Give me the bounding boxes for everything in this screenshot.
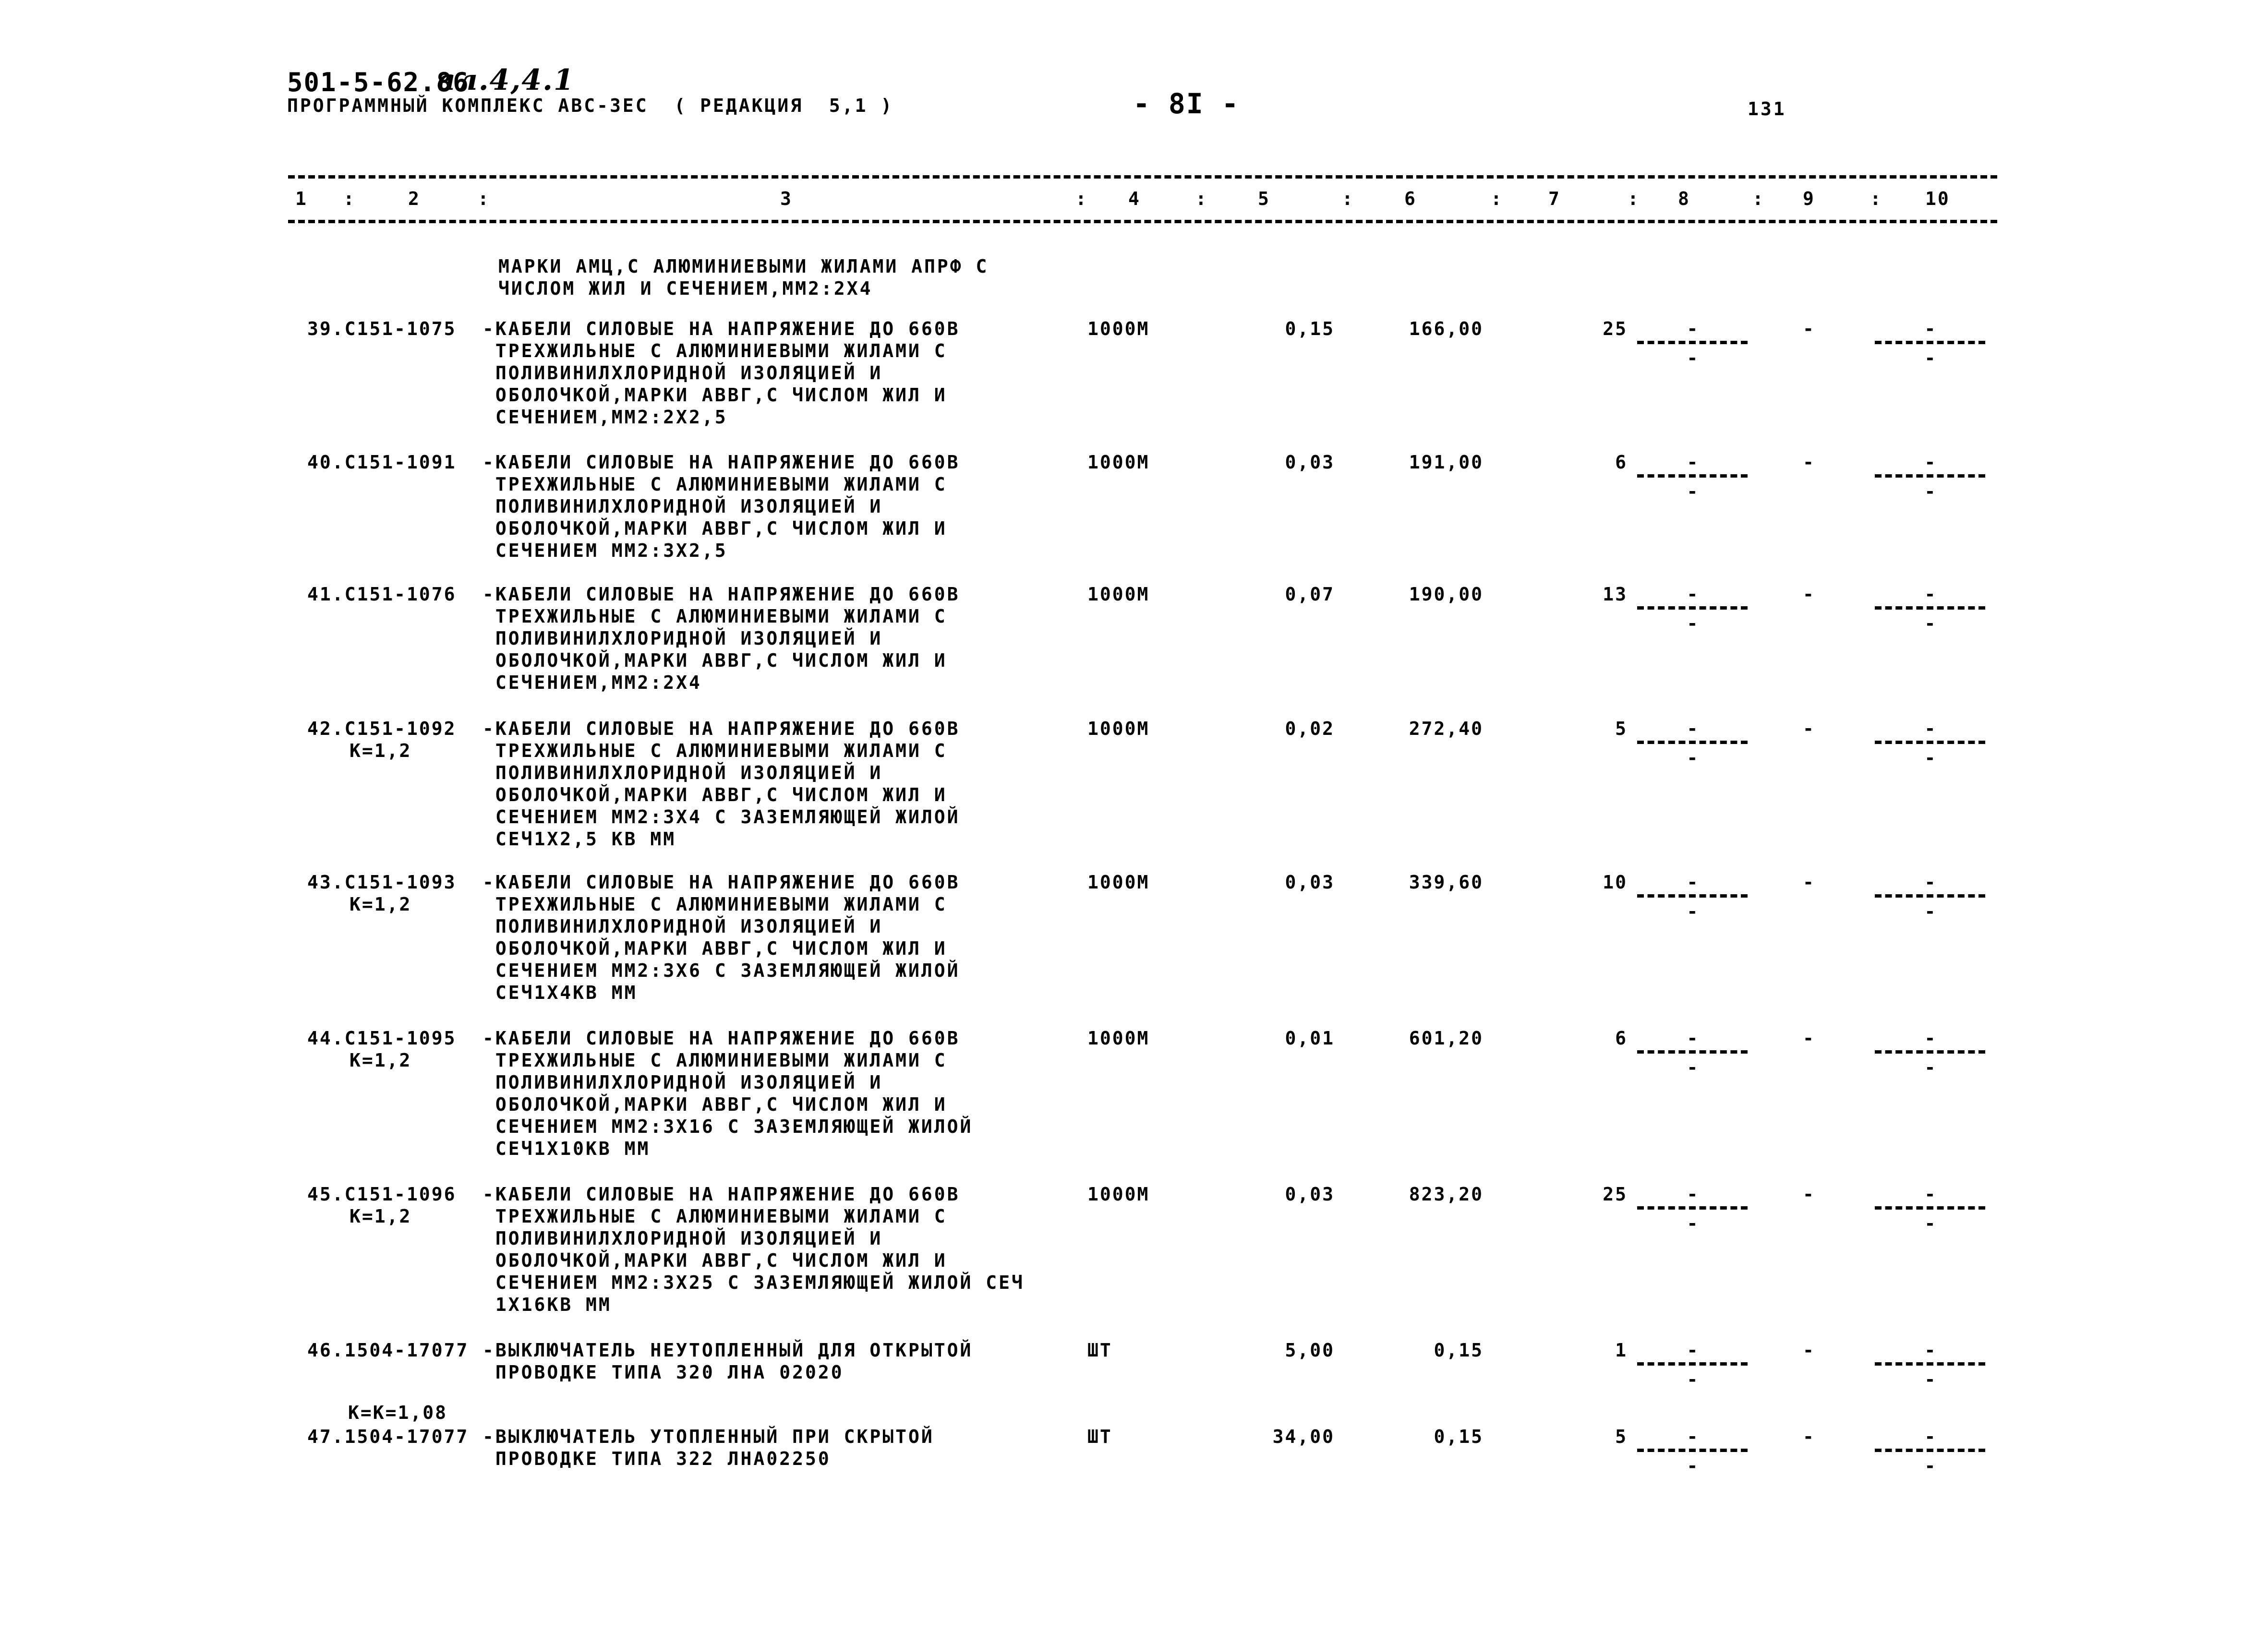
row-col8-denominator: - <box>1687 613 1698 634</box>
fraction-bar <box>1875 894 1985 898</box>
fraction-bar <box>1875 1449 1985 1452</box>
column-header-7: 7 <box>1548 188 1561 209</box>
row-col8-fraction <box>1637 318 1748 369</box>
row-col7: 25 <box>1603 1184 1628 1205</box>
row-quantity: 5,00 <box>1285 1340 1335 1361</box>
row-price: 166,00 <box>1409 318 1484 339</box>
fraction-bar <box>1637 1362 1748 1366</box>
fraction-bar <box>1875 474 1985 478</box>
column-header-9: 9 <box>1803 188 1815 209</box>
row-col8-numerator: - <box>1687 452 1698 473</box>
row-col8-denominator: - <box>1687 1057 1698 1078</box>
row-col10-fraction <box>1875 1027 1985 1079</box>
row-col10-fraction <box>1875 871 1985 923</box>
column-header-6: 6 <box>1404 188 1417 209</box>
table-top-rule <box>288 175 1997 179</box>
row-col10-numerator: - <box>1924 1028 1936 1049</box>
row-price: 601,20 <box>1409 1028 1484 1049</box>
row-col9: - <box>1803 452 1815 473</box>
page-number: - 8I - <box>1133 87 1240 120</box>
column-separator: : <box>1628 188 1640 209</box>
fraction-bar <box>1875 1050 1985 1054</box>
row-unit: 1000М <box>1087 872 1150 893</box>
row-col10-fraction <box>1875 451 1985 503</box>
row-col9: - <box>1803 872 1815 893</box>
row-col8-fraction <box>1637 583 1748 635</box>
row-quantity: 0,02 <box>1285 718 1335 739</box>
row-col10-denominator: - <box>1924 1369 1936 1390</box>
row-col10-denominator: - <box>1924 481 1936 502</box>
row-description: -ВЫКЛЮЧАТЕЛЬ НЕУТОПЛЕННЫЙ ДЛЯ ОТКРЫТОЙ ПРОВОДКЕ ТИПА 320 ЛНА 02020 <box>483 1340 973 1383</box>
row-col8-numerator: - <box>1687 1426 1698 1447</box>
row-number: 45.С151-1096 <box>307 1184 457 1205</box>
row-price: 339,60 <box>1409 872 1484 893</box>
row-coefficient: К=К=1,08 <box>348 1402 448 1423</box>
row-col7: 5 <box>1615 1426 1628 1447</box>
row-unit: ШТ <box>1087 1340 1112 1361</box>
row-col8-denominator: - <box>1687 1213 1698 1234</box>
column-header-3: 3 <box>780 188 793 209</box>
row-number: 43.С151-1093 <box>307 872 457 893</box>
row-col9: - <box>1803 318 1815 339</box>
row-unit: 1000М <box>1087 318 1150 339</box>
row-quantity: 0,03 <box>1285 872 1335 893</box>
fraction-bar <box>1637 894 1748 898</box>
row-col7: 1 <box>1615 1340 1628 1361</box>
row-quantity: 0,15 <box>1285 318 1335 339</box>
carryover-text: МАРКИ АМЦ,С АЛЮМИНИЕВЫМИ ЖИЛАМИ АПРФ С ЧИСЛОМ ЖИЛ И СЕЧЕНИЕМ,ММ2:2Х4 <box>498 256 989 299</box>
row-col7: 5 <box>1615 718 1628 739</box>
program-title: ПРОГРАММНЫЙ КОМПЛЕКС АВС-ЗЕС ( РЕДАКЦИЯ 5,1 ) <box>287 95 894 116</box>
row-col10-numerator: - <box>1924 1184 1936 1205</box>
column-header-10: 10 <box>1925 188 1950 209</box>
row-col8-denominator: - <box>1687 1369 1698 1390</box>
row-unit: 1000М <box>1087 584 1150 605</box>
row-description: -КАБЕЛИ СИЛОВЫЕ НА НАПРЯЖЕНИЕ ДО 660В ТРЕХЖИЛЬНЫЕ С АЛЮМИНИЕВЫМИ ЖИЛАМИ С ПОЛИВИНИЛХЛОРИДНОЙ ИЗОЛЯЦИЕЙ И ОБОЛОЧКОЙ,МАРКИ АВВГ,С ЧИСЛОМ ЖИЛ И СЕЧЕНИЕМ,ММ2:2Х4 <box>483 584 960 693</box>
row-col8-fraction <box>1637 1183 1748 1235</box>
fraction-bar <box>1875 1362 1985 1366</box>
row-col9: - <box>1803 584 1815 605</box>
column-header-8: 8 <box>1678 188 1690 209</box>
row-price: 0,15 <box>1434 1426 1484 1447</box>
column-separator: : <box>1870 188 1882 209</box>
fraction-bar <box>1875 341 1985 344</box>
row-description: -КАБЕЛИ СИЛОВЫЕ НА НАПРЯЖЕНИЕ ДО 660В ТРЕХЖИЛЬНЫЕ С АЛЮМИНИЕВЫМИ ЖИЛАМИ С ПОЛИВИНИЛХЛОРИДНОЙ ИЗОЛЯЦИЕЙ И ОБОЛОЧКОЙ,МАРКИ АВВГ,С ЧИСЛОМ ЖИЛ И СЕЧЕНИЕМ ММ2:3Х16 С ЗАЗЕМЛЯЮЩЕЙ ЖИЛОЙ СЕЧ1Х10КВ ММ <box>483 1028 973 1159</box>
row-number: 46.1504-17077 <box>307 1340 469 1361</box>
row-col10-denominator: - <box>1924 1213 1936 1234</box>
row-col10-numerator: - <box>1924 718 1936 739</box>
row-quantity: 0,07 <box>1285 584 1335 605</box>
row-col8-denominator: - <box>1687 1455 1698 1476</box>
column-header-1: 1 <box>295 188 308 209</box>
row-coefficient: К=1,2 <box>350 740 412 761</box>
row-col8-fraction <box>1637 451 1748 503</box>
fraction-bar <box>1637 1206 1748 1210</box>
row-col10-denominator: - <box>1924 1057 1936 1078</box>
row-number: 41.С151-1076 <box>307 584 457 605</box>
row-coefficient: К=1,2 <box>350 1050 412 1071</box>
row-col10-fraction <box>1875 1426 1985 1477</box>
fraction-bar <box>1637 1449 1748 1452</box>
fraction-bar <box>1637 341 1748 344</box>
row-col10-numerator: - <box>1924 584 1936 605</box>
row-col7: 13 <box>1603 584 1628 605</box>
row-unit: 1000М <box>1087 1184 1150 1205</box>
row-col10-denominator: - <box>1924 613 1936 634</box>
fraction-bar <box>1637 1050 1748 1054</box>
column-header-5: 5 <box>1258 188 1270 209</box>
row-price: 823,20 <box>1409 1184 1484 1205</box>
column-separator: : <box>478 188 490 209</box>
row-quantity: 0,03 <box>1285 452 1335 473</box>
row-description: -КАБЕЛИ СИЛОВЫЕ НА НАПРЯЖЕНИЕ ДО 660В ТРЕХЖИЛЬНЫЕ С АЛЮМИНИЕВЫМИ ЖИЛАМИ С ПОЛИВИНИЛХЛОРИДНОЙ ИЗОЛЯЦИЕЙ И ОБОЛОЧКОЙ,МАРКИ АВВГ,С ЧИСЛОМ ЖИЛ И СЕЧЕНИЕМ ММ2:3Х25 С ЗАЗЕМЛЯЮЩЕЙ ЖИЛОЙ СЕЧ 1Х16КВ ММ <box>483 1184 1025 1315</box>
row-col10-denominator: - <box>1924 1455 1936 1476</box>
row-col10-denominator: - <box>1924 348 1936 369</box>
row-col8-numerator: - <box>1687 1028 1698 1049</box>
row-col10-denominator: - <box>1924 747 1936 768</box>
row-col10-numerator: - <box>1924 872 1936 893</box>
row-col10-numerator: - <box>1924 1426 1936 1447</box>
row-coefficient: К=1,2 <box>350 894 412 915</box>
row-price: 191,00 <box>1409 452 1484 473</box>
row-coefficient: К=1,2 <box>350 1206 412 1227</box>
row-col9: - <box>1803 1426 1815 1447</box>
row-description: -КАБЕЛИ СИЛОВЫЕ НА НАПРЯЖЕНИЕ ДО 660В ТРЕХЖИЛЬНЫЕ С АЛЮМИНИЕВЫМИ ЖИЛАМИ С ПОЛИВИНИЛХЛОРИДНОЙ ИЗОЛЯЦИЕЙ И ОБОЛОЧКОЙ,МАРКИ АВВГ,С ЧИСЛОМ ЖИЛ И СЕЧЕНИЕМ,ММ2:2Х2,5 <box>483 318 960 428</box>
row-unit: 1000М <box>1087 452 1150 473</box>
column-separator: : <box>1752 188 1765 209</box>
column-separator: : <box>1195 188 1208 209</box>
row-col7: 6 <box>1615 452 1628 473</box>
row-col7: 10 <box>1603 872 1628 893</box>
column-separator: : <box>343 188 356 209</box>
row-col10-fraction <box>1875 718 1985 769</box>
column-header-4: 4 <box>1128 188 1141 209</box>
row-col8-denominator: - <box>1687 481 1698 502</box>
row-col10-numerator: - <box>1924 452 1936 473</box>
row-col8-fraction <box>1637 871 1748 923</box>
row-quantity: 0,01 <box>1285 1028 1335 1049</box>
row-unit: 1000М <box>1087 718 1150 739</box>
row-col8-fraction <box>1637 1339 1748 1391</box>
row-number: 39.С151-1075 <box>307 318 457 339</box>
row-col8-numerator: - <box>1687 1340 1698 1361</box>
row-col8-numerator: - <box>1687 584 1698 605</box>
row-number: 40.С151-1091 <box>307 452 457 473</box>
row-number: 42.С151-1092 <box>307 718 457 739</box>
row-col8-numerator: - <box>1687 718 1698 739</box>
document-code: 501-5-62.86 <box>287 67 470 97</box>
row-col9: - <box>1803 1340 1815 1361</box>
column-separator: : <box>1075 188 1088 209</box>
table-header-rule <box>288 220 1997 223</box>
row-col10-numerator: - <box>1924 1340 1936 1361</box>
column-separator: : <box>1342 188 1354 209</box>
row-description: -КАБЕЛИ СИЛОВЫЕ НА НАПРЯЖЕНИЕ ДО 660В ТРЕХЖИЛЬНЫЕ С АЛЮМИНИЕВЫМИ ЖИЛАМИ С ПОЛИВИНИЛХЛОРИДНОЙ ИЗОЛЯЦИЕЙ И ОБОЛОЧКОЙ,МАРКИ АВВГ,С ЧИСЛОМ ЖИЛ И СЕЧЕНИЕМ ММ2:3Х6 С ЗАЗЕМЛЯЮЩЕЙ ЖИЛОЙ СЕЧ1Х4КВ ММ <box>483 872 960 1003</box>
row-col7: 25 <box>1603 318 1628 339</box>
row-col8-denominator: - <box>1687 348 1698 369</box>
row-col9: - <box>1803 1028 1815 1049</box>
fraction-bar <box>1637 741 1748 744</box>
row-number: 44.С151-1095 <box>307 1028 457 1049</box>
row-description: -КАБЕЛИ СИЛОВЫЕ НА НАПРЯЖЕНИЕ ДО 660В ТРЕХЖИЛЬНЫЕ С АЛЮМИНИЕВЫМИ ЖИЛАМИ С ПОЛИВИНИЛХЛОРИДНОЙ ИЗОЛЯЦИЕЙ И ОБОЛОЧКОЙ,МАРКИ АВВГ,С ЧИСЛОМ ЖИЛ И СЕЧЕНИЕМ ММ2:3Х2,5 <box>483 452 960 561</box>
row-col10-denominator: - <box>1924 901 1936 922</box>
row-col8-fraction <box>1637 1027 1748 1079</box>
row-quantity: 0,03 <box>1285 1184 1335 1205</box>
row-unit: 1000М <box>1087 1028 1150 1049</box>
fraction-bar <box>1875 741 1985 744</box>
row-price: 0,15 <box>1434 1340 1484 1361</box>
row-unit: ШТ <box>1087 1426 1112 1447</box>
fraction-bar <box>1637 474 1748 478</box>
row-number: 47.1504-17077 <box>307 1426 469 1447</box>
row-col9: - <box>1803 718 1815 739</box>
row-col8-fraction <box>1637 718 1748 769</box>
row-description: -ВЫКЛЮЧАТЕЛЬ УТОПЛЕННЫЙ ПРИ СКРЫТОЙ ПРОВОДКЕ ТИПА 322 ЛНА02250 <box>483 1426 934 1469</box>
row-price: 190,00 <box>1409 584 1484 605</box>
row-col8-numerator: - <box>1687 1184 1698 1205</box>
fraction-bar <box>1637 606 1748 610</box>
handwritten-annotation: ал.4,4.1 <box>437 63 575 97</box>
row-col10-fraction <box>1875 318 1985 369</box>
fraction-bar <box>1875 1206 1985 1210</box>
row-col9: - <box>1803 1184 1815 1205</box>
row-col8-numerator: - <box>1687 318 1698 339</box>
row-col10-fraction <box>1875 583 1985 635</box>
row-col7: 6 <box>1615 1028 1628 1049</box>
row-col8-fraction <box>1637 1426 1748 1477</box>
row-price: 272,40 <box>1409 718 1484 739</box>
row-col8-numerator: - <box>1687 872 1698 893</box>
page-index: 131 <box>1748 98 1786 120</box>
row-col8-denominator: - <box>1687 747 1698 768</box>
row-description: -КАБЕЛИ СИЛОВЫЕ НА НАПРЯЖЕНИЕ ДО 660В ТРЕХЖИЛЬНЫЕ С АЛЮМИНИЕВЫМИ ЖИЛАМИ С ПОЛИВИНИЛХЛОРИДНОЙ ИЗОЛЯЦИЕЙ И ОБОЛОЧКОЙ,МАРКИ АВВГ,С ЧИСЛОМ ЖИЛ И СЕЧЕНИЕМ ММ2:3Х4 С ЗАЗЕМЛЯЮЩЕЙ ЖИЛОЙ СЕЧ1Х2,5 КВ ММ <box>483 718 960 850</box>
row-col10-fraction <box>1875 1183 1985 1235</box>
row-col10-fraction <box>1875 1339 1985 1391</box>
column-header-2: 2 <box>408 188 421 209</box>
row-col10-numerator: - <box>1924 318 1936 339</box>
row-quantity: 34,00 <box>1272 1426 1335 1447</box>
fraction-bar <box>1875 606 1985 610</box>
row-col8-denominator: - <box>1687 901 1698 922</box>
column-separator: : <box>1491 188 1503 209</box>
